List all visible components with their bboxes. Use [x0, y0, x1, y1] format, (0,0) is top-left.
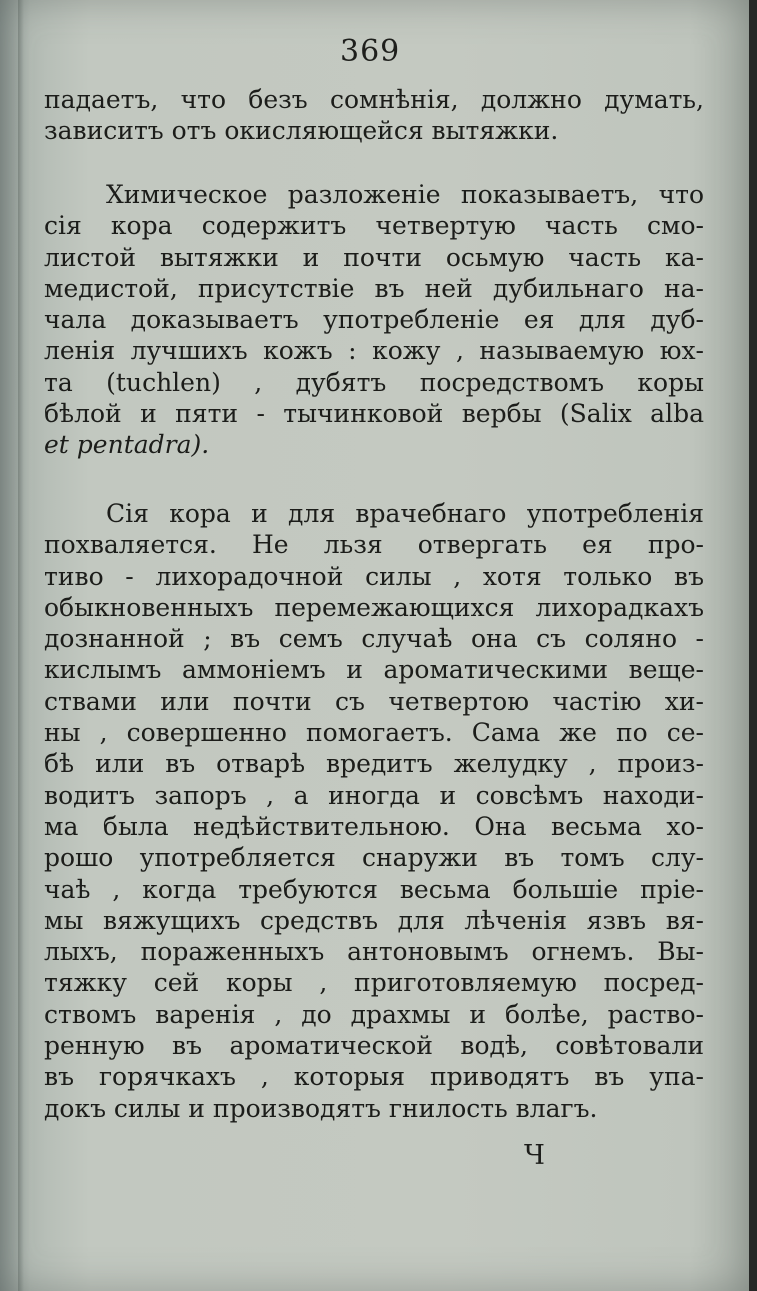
text-line: кислымъ аммоніемъ и ароматическими веще-	[44, 655, 704, 685]
text-line: дознанной ; въ семъ случаѣ она съ соляно -	[44, 624, 704, 654]
text-line: ма была недѣйствительною. Она весьма хо-	[44, 811, 704, 841]
book-edge	[749, 0, 757, 1291]
paragraph-continuation	[44, 84, 704, 147]
text-line: та (tuchlen) , дубятъ посредствомъ коры	[44, 367, 704, 397]
text-line: Сія кора и для врачебнаго употребленія	[106, 499, 704, 528]
text-line: чаѣ , когда требуются весьма большіе пріе-	[44, 874, 704, 904]
text-line: обыкновенныхъ перемежающихся лихорадкахъ	[44, 592, 704, 622]
paragraph-medical-use	[44, 498, 704, 1124]
text-line: Химическое разложеніе показываетъ, что	[106, 180, 704, 209]
text-line: падаетъ, что безъ сомнѣнія, должно думать,	[44, 85, 704, 114]
text-line: бѣлой и пяти - тычинковой вербы (Salix alba	[44, 399, 704, 429]
text-line: бѣ или въ отварѣ вредитъ желудку , произ-	[44, 749, 704, 779]
text-line: мы вяжущихъ средствъ для лѣченія язвъ вя-	[44, 905, 704, 935]
page-gutter-shadow	[18, 0, 24, 1291]
text-line: ны , совершенно помогаетъ. Сама же по се-	[44, 718, 704, 748]
paragraph-chemical-analysis	[44, 179, 704, 461]
text-line: et pentadra).	[44, 430, 210, 460]
text-line: ленія лучшихъ кожъ : кожу , называемую юх-	[44, 336, 704, 366]
page-number: 369	[340, 34, 401, 69]
text-line: листой вытяжки и почти осьмую часть ка-	[44, 242, 704, 272]
text-line: медистой, присутствіе въ ней дубильнаго на-	[44, 273, 704, 303]
text-line: въ горячкахъ , которыя приводятъ въ упа-	[44, 1062, 704, 1092]
text-line: ренную въ ароматической водѣ, совѣтовали	[44, 1031, 704, 1061]
text-line: тяжку сей коры , приготовляемую посред-	[44, 968, 704, 998]
text-line: ствами или почти съ четвертою частію хи-	[44, 686, 704, 716]
text-line: тиво - лихорадочной силы , хотя только въ	[44, 561, 704, 591]
text-line: ствомъ варенія , до драхмы и болѣе, раство-	[44, 999, 704, 1029]
text-line: рошо употребляется снаружи въ томъ слу-	[44, 843, 704, 873]
catchword: Ч	[524, 1140, 545, 1171]
text-line: водитъ запоръ , а иногда и совсѣмъ находи-	[44, 780, 704, 810]
text-line: зависитъ отъ окисляющейся вытяжки.	[44, 116, 559, 146]
text-line: лыхъ, пораженныхъ антоновымъ огнемъ. Вы-	[44, 937, 704, 967]
text-line: докъ силы и производятъ гнилость влагъ.	[44, 1093, 598, 1123]
text-line: сія кора содержитъ четвертую часть смо-	[44, 211, 704, 241]
text-line: похваляется. Не льзя отвергать ея про-	[44, 530, 704, 560]
text-line: чала доказываетъ употребленіе ея для дуб-	[44, 305, 704, 335]
